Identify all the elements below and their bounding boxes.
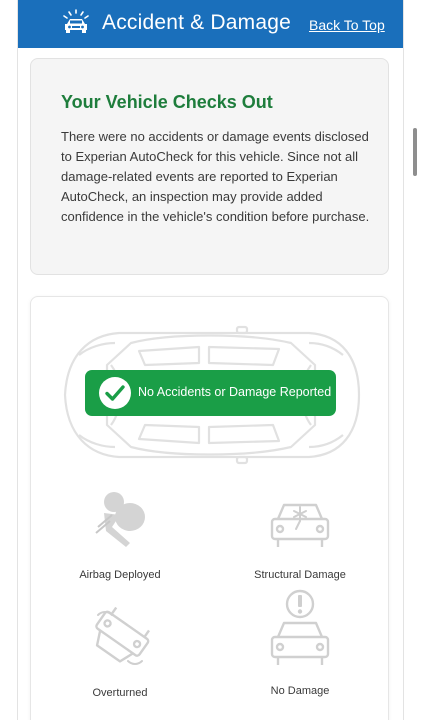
no-accidents-status-badge [85, 370, 336, 416]
structural-damage-item [225, 497, 375, 581]
info-description: There were no accidents or damage events disclosed to Experian AutoCheck for this vehicle. Since not all damage-related events are reported to Experian AutoCheck, an inspection may provide added confidence in the vehicle's condition before purchase. [61, 129, 370, 224]
damage-diagram-card [30, 296, 389, 720]
overturned-label: Overturned [92, 687, 148, 699]
status-label: No Accidents or Damage Reported [138, 385, 332, 399]
car-damage-icon [61, 9, 91, 35]
no-damage-item [225, 589, 375, 697]
no-damage-icon [268, 589, 332, 669]
structural-damage-label: Structural Damage [254, 569, 346, 581]
airbag-deployed-label: Airbag Deployed [79, 569, 161, 581]
checkmark-circle-icon [98, 376, 132, 410]
overturned-item [45, 607, 195, 699]
structural-damage-icon [268, 497, 332, 551]
vehicle-checks-out-card [30, 58, 389, 275]
airbag-icon [90, 487, 150, 551]
no-damage-label: No Damage [270, 685, 330, 697]
scrollbar-thumb[interactable] [413, 128, 417, 176]
overturned-car-icon [88, 607, 152, 667]
frame-right-border [403, 0, 404, 720]
frame-left-border [17, 0, 18, 720]
section-header [18, 0, 403, 48]
info-title: Your Vehicle Checks Out [61, 92, 273, 112]
back-to-top-link[interactable]: Back To Top [309, 17, 385, 33]
section-title: Accident & Damage [102, 11, 291, 34]
airbag-deployed-item [45, 487, 195, 581]
